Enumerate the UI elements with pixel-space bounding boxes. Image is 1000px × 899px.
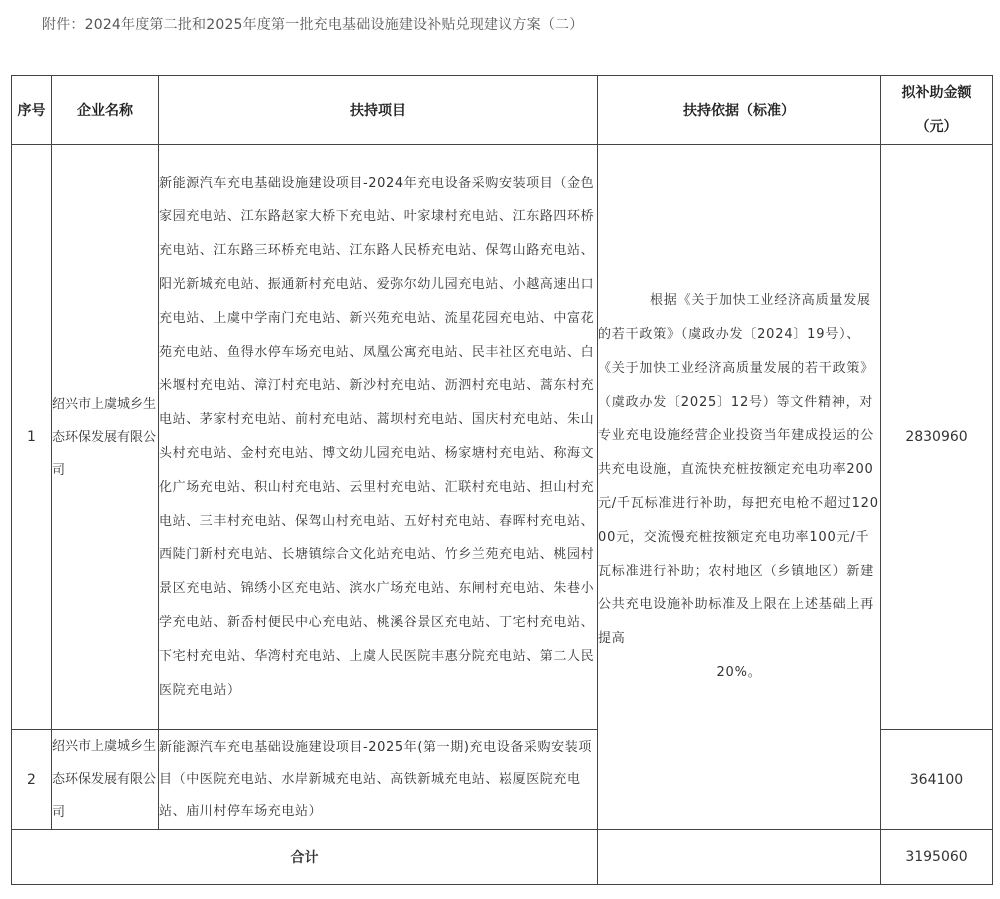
row-project: 新能源汽车充电基础设施建设项目-2024年充电设备采购安装项目（金色家园充电站、江东路赵家大桥下充电站、叶家埭村充电站、江东路四环桥充电站、江东路三环桥充电站、江东路人民桥充电站、保驾山路充电站、阳光新城充电站、振通新村充电站、爱弥尔幼儿园充电站、小越高速出口充电站、上虞中学南门充电站、新兴苑充电站、流星花园充电站、中富花苑充电站、鱼得水停车场充电站、凤凰公寓充电站、民丰社区充电站、白米堰村充电站、漳汀村充电站、新沙村充电站、沥泗村充电站、蒿东村充电站、茅家村充电站、前村充电站、蒿坝村充电站、国庆村充电站、朱山头村充电站、金村充电站、博文幼儿园充电站、杨家塘村充电站、称海文化广场充电站、积山村充电站、云里村充电站、汇联村充电站、担山村充电站、三丰村充电站、保驾山村充电站、五好村充电站、春晖村充电站、西陡门新村充电站、长塘镇综合文化站充电站、竹乡兰苑充电站、桃园村景区充电站、锦绣小区充电站、滨水广场充电站、东闸村充电站、朱巷小学充电站、新岙村便民中心充电站、桃溪谷景区充电站、丁宅村充电站、下宅村充电站、华湾村充电站、上虞人民医院丰惠分院充电站、第二人民医院充电站） [159,145,598,730]
row-project: 新能源汽车充电基础设施建设项目-2025年(第一期)充电设备采购安装项目（中医院充电站、水岸新城充电站、高铁新城充电站、崧厦医院充电站、庙川村停车场充电站） [159,730,598,830]
header-amount-line2: （元） [915,119,958,135]
support-basis-tail: 20%。 [716,664,762,680]
row-seq: 2 [12,730,52,830]
total-row [12,830,993,885]
table-header-row [12,76,993,145]
total-amount: 3195060 [881,830,993,885]
table-row [12,145,993,730]
header-seq: 序号 [12,76,52,145]
row-company: 绍兴市上虞城乡生态环保发展有限公司 [52,730,159,830]
header-basis: 扶持依据（标准） [598,76,881,145]
subsidy-table [11,75,993,885]
row-seq: 1 [12,145,52,730]
header-amount-line1: 拟补助金额 [901,85,972,101]
row-amount: 364100 [881,730,993,830]
support-basis-text: 根据《关于加快工业经济高质量发展的若干政策》（虞政办发〔2024〕19号）、《关于加快工业经济高质量发展的若干政策》（虞政办发〔2025〕12号）等文件精神，对专业充电设施经营企业投资当年建成投运的公共充电设施，直流快充桩按额定充电功率200元/千瓦标准进行补助，每把充电枪不超过12000元，交流慢充桩按额定充电功率100元/千瓦标准进行补助；农村地区（乡镇地区）新建公共充电设施补助标准及上限在上述基础上再提高 [598,293,879,647]
header-company: 企业名称 [52,76,159,145]
row-amount: 2830960 [881,145,993,730]
header-project: 扶持项目 [159,76,598,145]
row-company: 绍兴市上虞城乡生态环保发展有限公司 [52,145,159,730]
total-label: 合计 [12,830,598,885]
total-basis-empty [598,830,881,885]
support-basis [598,145,881,830]
header-amount [881,76,993,145]
document-caption: 附件：2024年度第二批和2025年度第一批充电基础设施建设补贴兑现建议方案（二） [42,17,584,33]
